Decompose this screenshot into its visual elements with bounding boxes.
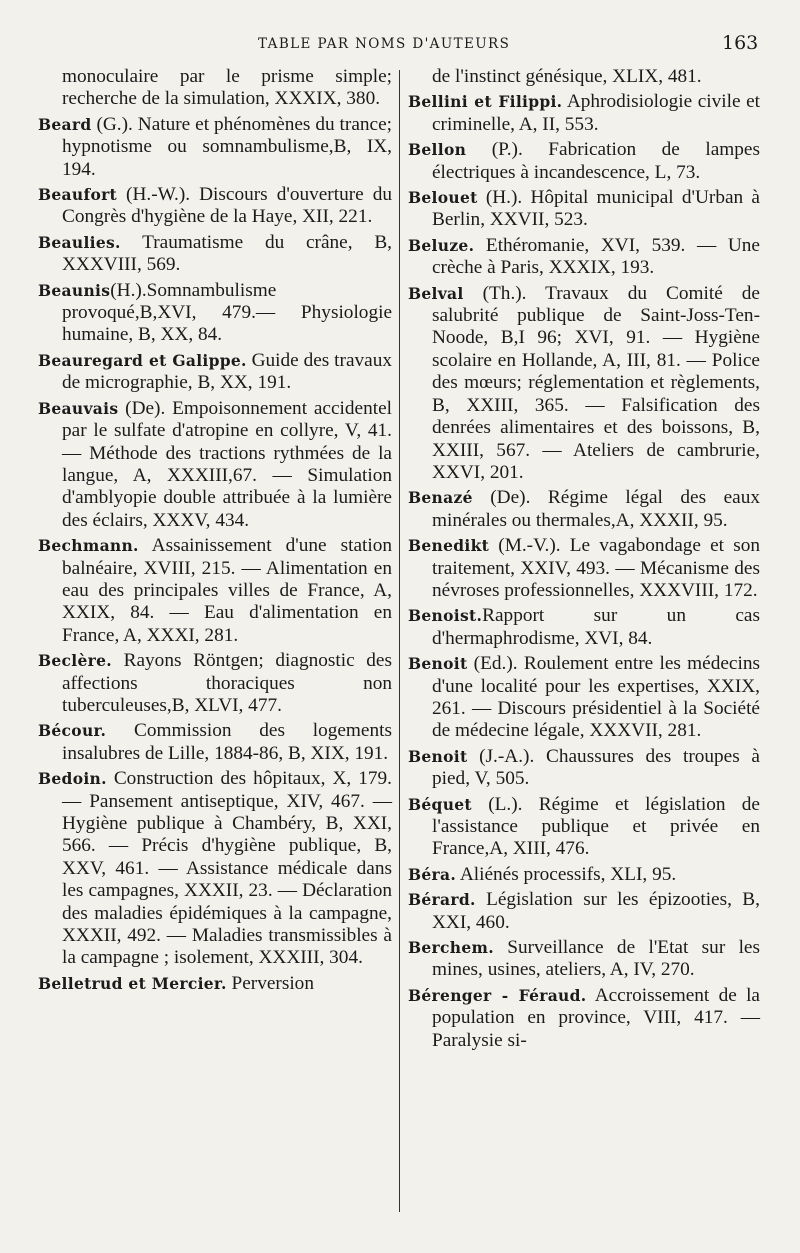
entry-text: Rapport sur un cas d'hermaphrodisme, XVI, 84.	[432, 605, 760, 649]
index-entry	[408, 139, 760, 184]
author-name: Belletrud et Mercier.	[38, 973, 227, 993]
page-number: 163	[722, 32, 759, 54]
entry-text: (H.-W.). Discours d'ouverture du Congrès d'hygiène de la Haye, XII, 221.	[62, 184, 392, 228]
index-entry	[408, 535, 760, 602]
author-name: Beard	[38, 114, 92, 134]
author-name: Bécour.	[38, 721, 107, 741]
entry-text: Aphrodisiologie civile et criminelle, A, II, 553.	[432, 91, 760, 135]
author-name: Beaunis	[38, 280, 111, 300]
index-entry	[408, 864, 760, 886]
index-entry	[38, 398, 392, 532]
index-entry	[38, 114, 392, 181]
author-name: Benazé	[408, 488, 473, 508]
index-entry	[408, 653, 760, 743]
entry-text: Ethéromanie, XVI, 539. — Une crèche à Paris, XXXIX, 193.	[432, 234, 760, 279]
author-name: Beluze.	[408, 235, 475, 255]
author-name: Berchem.	[408, 938, 494, 958]
entry-text: Construction des hôpitaux, X, 179. — Pansement antiseptique, XIV, 467. — Hygiène publique à Chambéry, B, XXI, 566. — Précis d'hygiène publique, B, XXV, 461. — Assistance médicale dans les campagnes, XXXII, 23. — Déclaration des maladies épidémiques à la campagne, XXXII, 492. — Maladies transmissibles à la campagne ; isolement, XXXIII, 304.	[62, 768, 392, 969]
entry-text: Assainissement d'une station balnéaire, XVIII, 215. — Alimentation en eau des principales villes de France, A, XXIX, 84. — Eau d'alimentation en France, A, XXXI, 281.	[62, 535, 392, 646]
author-name: Beaufort	[38, 185, 118, 205]
page-header	[0, 30, 800, 60]
entry-text: Législation sur les épizooties, B, XXI, 460.	[432, 889, 760, 933]
author-name: Benedikt	[408, 536, 490, 556]
author-name: Belouet	[408, 188, 478, 208]
entry-text: Accroissement de la population en province, VIII, 417. — Paralysie si-	[432, 984, 760, 1051]
column-divider	[399, 70, 400, 1212]
author-name: Benoit	[408, 654, 468, 674]
index-entry	[408, 187, 760, 232]
index-entry	[408, 937, 760, 982]
author-name: Beauvais	[38, 398, 119, 418]
index-entry	[38, 720, 392, 765]
entry-text: (De). Empoisonnement accidentel par le sulfate d'atropine en collyre, V, 41. — Méthode des tractions rythmées de la langue, A, XXXIII,67. — Simulation d'amblyopie double attribuée à la lumière des éclairs, XXXV, 434.	[62, 397, 392, 531]
author-name: Bedoin.	[38, 769, 107, 789]
index-entry	[38, 184, 392, 229]
author-name: Béra.	[408, 864, 457, 884]
author-name: Bérenger - Féraud.	[408, 985, 587, 1005]
author-name: Bechmann.	[38, 536, 139, 556]
author-name: Beauregard et Galippe.	[38, 350, 247, 370]
entry-text: (J.-A.). Chaussures des troupes à pied, V, 505.	[432, 745, 760, 790]
index-entry	[408, 91, 760, 136]
entry-text: (Th.). Travaux du Comité de salubrité publique de Saint-Joss-Ten-Noode, B,I 96; XVI, 91. — Hygiène scolaire en Hollande, A, III, 81. — Police des mœurs; réglementation et règlements, B, XXIII, 365. — Falsification des denrées alimentaires et des boissons, B, XXIII, 567. — Ateliers de cambrurie, XXVI, 201.	[432, 282, 760, 483]
entry-text: (H.). Hôpital municipal d'Urban à Berlin, XXVII, 523.	[432, 187, 760, 231]
index-entry	[38, 768, 392, 970]
index-entry	[38, 650, 392, 717]
author-name: Beaulies.	[38, 232, 121, 252]
index-entry	[408, 235, 760, 280]
index-entry	[38, 535, 392, 647]
author-name: Béquet	[408, 794, 472, 814]
entry-text: Aliénés processifs, XLI, 95.	[456, 863, 677, 885]
entry-text: (Ed.). Roulement entre les médecins d'une localité pour les expertises, XXIX, 261. — Discours présidentiel à la Société de médecine légale, XXXVII, 281.	[432, 653, 760, 742]
entry-text: Guide des travaux de micrographie, B, XX, 191.	[62, 349, 392, 394]
index-entry	[408, 283, 760, 485]
entry-text: Rayons Röntgen; diagnostic des affections thoraciques non tuberculeuses,B, XLVI, 477.	[62, 650, 392, 716]
entry-text: de l'instinct génésique, XLIX, 481.	[432, 66, 702, 87]
running-title: TABLE PAR NOMS D'AUTEURS	[258, 36, 511, 52]
author-name: Belval	[408, 283, 464, 303]
right-column	[408, 66, 760, 1055]
index-entry	[408, 66, 760, 88]
author-name: Bellon	[408, 140, 467, 160]
entry-text: Traumatisme du crâne, B, XXXVIII, 569.	[62, 231, 392, 276]
entry-text: (G.). Nature et phénomènes du trance; hypnotisme ou somnambulisme,B, IX, 194.	[62, 113, 392, 180]
index-entry	[38, 350, 392, 395]
entry-text: Commission des logements insalubres de Lille, 1884-86, B, XIX, 191.	[62, 720, 392, 764]
index-entry	[38, 232, 392, 277]
entry-text: Perversion	[226, 972, 314, 994]
index-entry	[408, 794, 760, 861]
author-name: Bellini et Filippi.	[408, 92, 563, 112]
author-name: Beclère.	[38, 651, 112, 671]
index-entry	[38, 280, 392, 347]
entry-text: (P.). Fabrication de lampes électriques à incandescence, L, 73.	[432, 139, 760, 183]
entry-text: (H.).Somnambulisme provoqué,B,XVI, 479.— Physiologie humaine, B, XX, 84.	[62, 279, 392, 346]
index-entry	[408, 605, 760, 650]
entry-text: (De). Régime légal des eaux minérales ou thermales,A, XXXII, 95.	[432, 487, 760, 531]
index-entry	[408, 985, 760, 1052]
entry-text: Surveillance de l'Etat sur les mines, usines, ateliers, A, IV, 270.	[432, 937, 760, 981]
index-entry	[38, 973, 392, 995]
author-name: Benoit	[408, 746, 468, 766]
author-name: Bérard.	[408, 890, 476, 910]
entry-text: (L.). Régime et législation de l'assistance publique et privée en France,A, XIII, 476.	[432, 793, 760, 860]
index-entry	[408, 746, 760, 791]
author-name: Benoist.	[408, 606, 483, 626]
index-entry	[408, 889, 760, 934]
index-entry	[408, 487, 760, 532]
left-column	[38, 66, 392, 998]
entry-text: monoculaire par le prisme simple; recherche de la simulation, XXXIX, 380.	[62, 66, 392, 110]
entry-text: (M.-V.). Le vagabondage et son traitement, XXIV, 493. — Mécanisme des névroses professionnelles, XXXVIII, 172.	[432, 535, 760, 601]
index-entry	[38, 66, 392, 111]
